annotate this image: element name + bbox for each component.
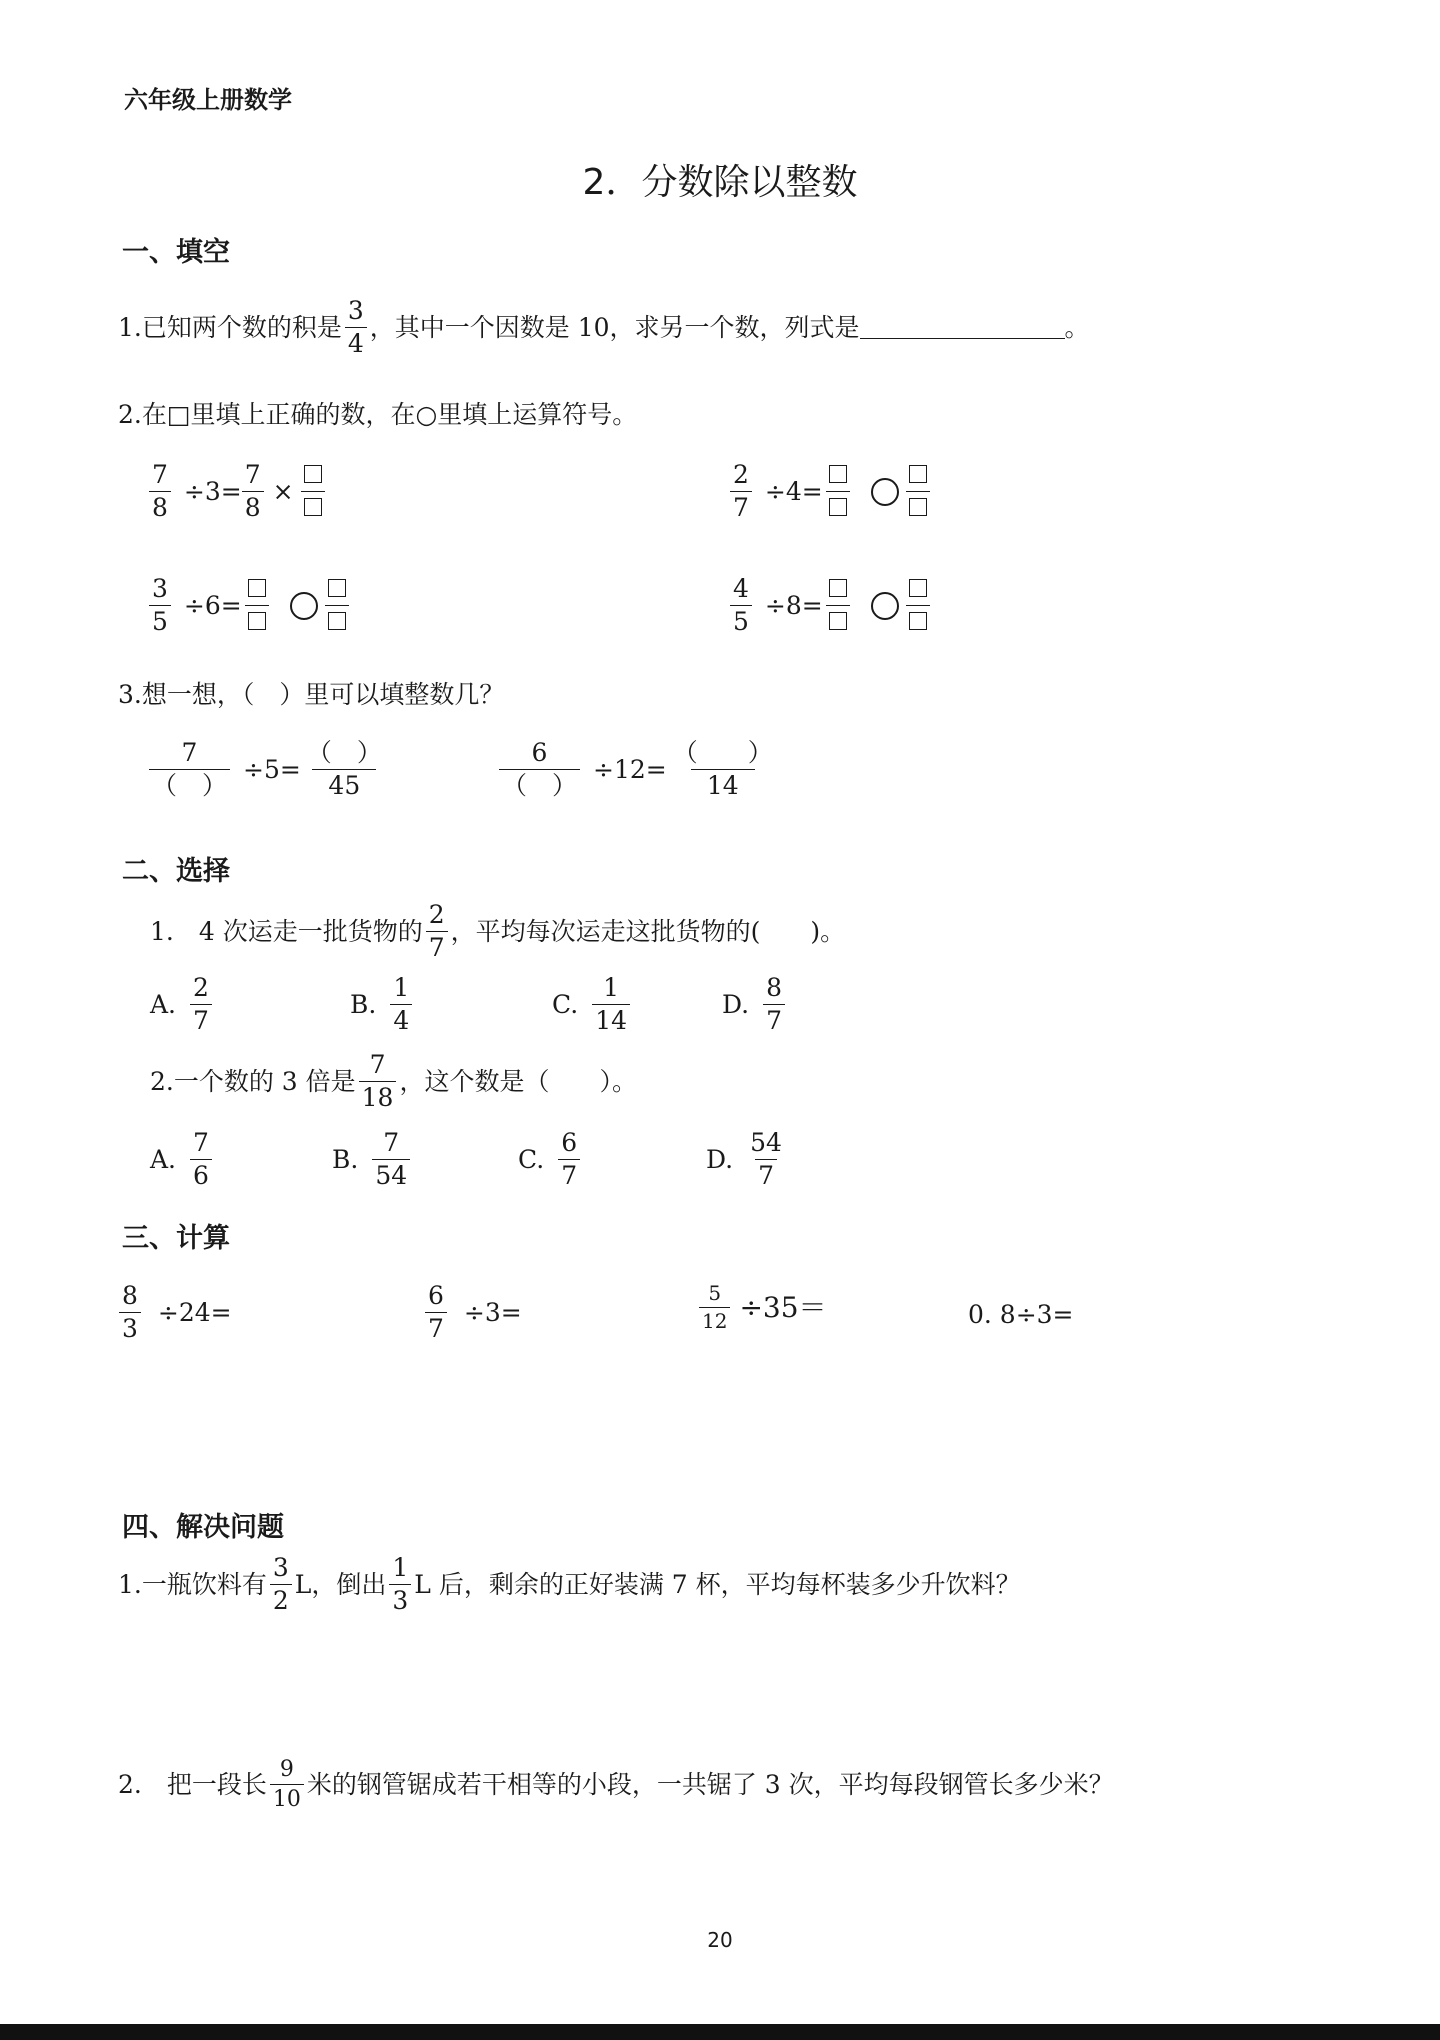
q3a-num2[interactable]: （ ） — [306, 738, 382, 767]
c2-option-a-fraction — [190, 1130, 212, 1190]
c1-option-d-den: 7 — [763, 1004, 785, 1034]
c1-option-d[interactable] — [722, 975, 788, 1035]
q3-item-b — [496, 740, 779, 800]
section-choice-heading: 二、选择 — [122, 856, 230, 887]
c1-option-c-num: 1 — [603, 973, 620, 1002]
calc1-op: ÷24= — [157, 1298, 232, 1328]
q2b-box-fraction-1 — [826, 462, 850, 522]
c2-option-c-den: 7 — [558, 1159, 580, 1189]
q2b-box-num-2[interactable] — [909, 465, 927, 483]
q2d-box-num-2[interactable] — [909, 579, 927, 597]
q3a-den[interactable]: （ ） — [149, 769, 230, 799]
s2-fraction-den: 10 — [270, 1784, 304, 1811]
c2-option-d[interactable] — [706, 1130, 788, 1190]
s2-text-pre: 2. 把一段长 — [118, 1770, 267, 1800]
q2d-box-fraction-1 — [826, 576, 850, 636]
q2a-fraction-2 — [242, 462, 264, 522]
q2b-num: 2 — [733, 460, 749, 489]
q3a-fraction-2 — [304, 740, 385, 800]
grade-label: 六年级上册数学 — [124, 86, 292, 114]
s1-fraction-b-num: 1 — [392, 1553, 409, 1582]
q2d-num: 4 — [733, 574, 749, 603]
c1-fraction-den: 7 — [426, 931, 448, 961]
c1-fraction — [426, 902, 448, 962]
c1-option-c-label: C. — [552, 990, 579, 1020]
q2-item-d — [727, 576, 933, 636]
q3a-fraction — [149, 740, 230, 800]
c2-text-pre: 2.一个数的 3 倍是 — [150, 1067, 356, 1097]
calc3-op: ÷35＝ — [739, 1290, 827, 1324]
q2a-box-num[interactable] — [304, 465, 322, 483]
calc2-den: 7 — [425, 1312, 447, 1342]
q2d-operator-circle[interactable] — [871, 592, 899, 620]
c1-option-a-num: 2 — [193, 973, 209, 1002]
s1-text-post: L 后，剩余的正好装满 7 杯，平均每杯装多少升饮料？ — [414, 1570, 1021, 1600]
s1-fraction-b — [389, 1555, 411, 1615]
q2c-den: 5 — [149, 605, 171, 635]
q2d-box-fraction-2 — [906, 576, 930, 636]
calc3-num: 5 — [708, 1281, 722, 1305]
q3-item-a — [146, 740, 388, 800]
q2d-op: ÷8= — [764, 591, 823, 621]
q2c-box-fraction-1 — [245, 576, 269, 636]
c1-option-b-label: B. — [350, 990, 377, 1020]
choice-question-1 — [150, 902, 845, 962]
q2c-num: 3 — [152, 574, 168, 603]
c2-option-a-num: 7 — [193, 1128, 209, 1157]
calc2-fraction — [425, 1283, 447, 1343]
s1-text-pre: 1.一瓶饮料有 — [118, 1570, 267, 1600]
fill-question-1 — [118, 298, 1090, 358]
s1-text-mid: L，倒出 — [294, 1570, 387, 1600]
c1-option-b[interactable] — [350, 975, 552, 1035]
c2-option-c-fraction — [558, 1130, 580, 1190]
q2a-fraction — [149, 462, 171, 522]
q2a-box-fraction — [301, 462, 325, 522]
q1-text-pre: 1.已知两个数的积是 — [118, 313, 342, 343]
c2-option-d-fraction — [747, 1130, 785, 1190]
q2c-box-den-1[interactable] — [248, 612, 266, 630]
c1-option-a[interactable] — [150, 975, 350, 1035]
c2-option-b-label: B. — [332, 1145, 359, 1175]
page-number: 20 — [707, 1928, 733, 1952]
q2b-box-num-1[interactable] — [829, 465, 847, 483]
q2-item-c — [146, 576, 352, 636]
fill-question-2: 2.在□里填上正确的数，在○里填上运算符号。 — [118, 400, 638, 429]
c1-option-a-fraction — [190, 975, 212, 1035]
c2-fraction — [359, 1052, 397, 1112]
c1-option-a-label: A. — [150, 990, 177, 1020]
s1-fraction-a — [270, 1555, 292, 1615]
q2a-op: ÷3= — [183, 477, 242, 507]
c2-option-b-den: 54 — [372, 1159, 410, 1189]
c1-text-pre: 1. 4 次运走一批货物的 — [150, 917, 423, 947]
q3b-num: 6 — [531, 738, 548, 767]
q2c-box-num-1[interactable] — [248, 579, 266, 597]
q3b-fraction — [499, 740, 580, 800]
choice-question-2 — [150, 1052, 637, 1112]
choice-2-options — [150, 1130, 788, 1190]
c1-fraction-num: 2 — [428, 900, 445, 929]
q2d-fraction — [730, 576, 752, 636]
c1-option-d-num: 8 — [766, 973, 783, 1002]
c1-text-post: ，平均每次运走这批货物的( )。 — [450, 917, 846, 947]
solve-question-2 — [118, 1758, 1114, 1811]
s1-fraction-a-num: 3 — [272, 1553, 289, 1582]
q1-text-end: 。 — [1064, 313, 1090, 343]
calc2-num: 6 — [428, 1281, 444, 1310]
calc-item-2 — [422, 1283, 522, 1343]
s2-text-post: 米的钢管锯成若干相等的小段，一共锯了 3 次，平均每段钢管长多少米？ — [306, 1770, 1114, 1800]
c2-option-d-den: 7 — [755, 1159, 777, 1189]
q2c-op: ÷6= — [183, 591, 242, 621]
q3b-num2[interactable]: （ ） — [672, 738, 773, 767]
s1-fraction-a-den: 2 — [270, 1584, 292, 1614]
c2-text-post: ，这个数是（ ）。 — [399, 1067, 637, 1097]
q3b-op: ÷12= — [593, 755, 667, 785]
calc3-den: 12 — [699, 1307, 730, 1332]
calc1-den: 3 — [119, 1312, 141, 1342]
solve-question-1 — [118, 1555, 1021, 1615]
q3b-den[interactable]: （ ） — [499, 769, 580, 799]
q2b-op: ÷4= — [764, 477, 823, 507]
q2c-box-fraction-2 — [325, 576, 349, 636]
q1-fraction — [345, 298, 367, 358]
c2-option-c-label: C. — [518, 1145, 545, 1175]
c1-option-b-num: 1 — [393, 973, 410, 1002]
c2-option-d-num: 54 — [750, 1128, 782, 1157]
c2-fraction-den: 18 — [359, 1081, 397, 1111]
c1-option-b-fraction — [390, 975, 412, 1035]
section-problem-solving-heading: 四、解决问题 — [122, 1512, 284, 1543]
calc-item-4: 0. 8÷3= — [968, 1300, 1074, 1329]
q2c-box-den-2[interactable] — [328, 612, 346, 630]
q3b-den2: 14 — [691, 769, 755, 799]
c2-option-b[interactable] — [332, 1130, 518, 1190]
c2-option-a[interactable] — [150, 1130, 332, 1190]
q2c-fraction — [149, 576, 171, 636]
calc3-fraction — [699, 1283, 730, 1332]
calc1-num: 8 — [122, 1281, 138, 1310]
s1-fraction-b-den: 3 — [389, 1584, 411, 1614]
q3a-den2: 45 — [312, 769, 376, 799]
c2-option-a-den: 6 — [190, 1159, 212, 1189]
page-title: 2．分数除以整数 — [582, 162, 858, 203]
c2-option-c-num: 6 — [561, 1128, 578, 1157]
q2c-operator-circle[interactable] — [290, 592, 318, 620]
q3a-op: ÷5= — [243, 755, 301, 785]
q2-item-a — [146, 462, 328, 522]
q2a-num: 7 — [152, 460, 168, 489]
fill-question-3: 3.想一想，（ ）里可以填整数几？ — [118, 680, 505, 709]
bottom-edge-bar — [0, 2024, 1440, 2040]
c1-option-c-den: 14 — [592, 1004, 630, 1034]
c2-option-c[interactable] — [518, 1130, 706, 1190]
c2-option-b-fraction — [372, 1130, 410, 1190]
q2d-box-den-2[interactable] — [909, 612, 927, 630]
q2b-operator-circle[interactable] — [871, 478, 899, 506]
section-fill-blank-heading: 一、填空 — [122, 237, 230, 268]
c1-option-a-den: 7 — [190, 1004, 212, 1034]
calc1-fraction — [119, 1283, 141, 1343]
calc-item-3 — [696, 1283, 827, 1332]
c2-fraction-num: 7 — [369, 1050, 386, 1079]
q1-answer-blank[interactable] — [860, 316, 1065, 339]
c1-option-c[interactable] — [552, 975, 722, 1035]
q2-item-b — [727, 462, 933, 522]
q2d-box-den-1[interactable] — [829, 612, 847, 630]
c2-option-d-label: D. — [706, 1145, 734, 1175]
calc2-op: ÷3= — [463, 1298, 522, 1328]
s2-fraction-num: 9 — [279, 1757, 294, 1782]
choice-1-options — [150, 975, 788, 1035]
q2d-den: 5 — [730, 605, 752, 635]
c1-option-d-fraction — [763, 975, 785, 1035]
c1-option-c-fraction — [592, 975, 630, 1035]
q2b-box-fraction-2 — [906, 462, 930, 522]
q3a-num: 7 — [181, 738, 198, 767]
c2-option-b-num: 7 — [383, 1128, 400, 1157]
q2b-fraction — [730, 462, 752, 522]
c1-option-d-label: D. — [722, 990, 750, 1020]
s2-fraction — [270, 1758, 304, 1811]
q2a-den: 8 — [149, 491, 171, 521]
calc-item-1 — [116, 1283, 232, 1343]
c1-option-b-den: 4 — [390, 1004, 412, 1034]
q1-fraction-den: 4 — [345, 327, 367, 357]
q3b-fraction-2 — [670, 740, 776, 800]
q2b-box-den-2[interactable] — [909, 498, 927, 516]
section-calculation-heading: 三、计算 — [122, 1223, 230, 1254]
q2d-box-num-1[interactable] — [829, 579, 847, 597]
q2a-box-den[interactable] — [304, 498, 322, 516]
q2b-den: 7 — [730, 491, 752, 521]
q2c-box-num-2[interactable] — [328, 579, 346, 597]
q1-fraction-num: 3 — [347, 296, 364, 325]
q2a-times-symbol: × — [272, 477, 294, 507]
q2b-box-den-1[interactable] — [829, 498, 847, 516]
q1-text-post: ，其中一个因数是 10，求另一个数，列式是 — [369, 313, 860, 343]
q2a-num2: 7 — [244, 460, 261, 489]
c2-option-a-label: A. — [150, 1145, 177, 1175]
q2a-den2: 8 — [242, 491, 264, 521]
